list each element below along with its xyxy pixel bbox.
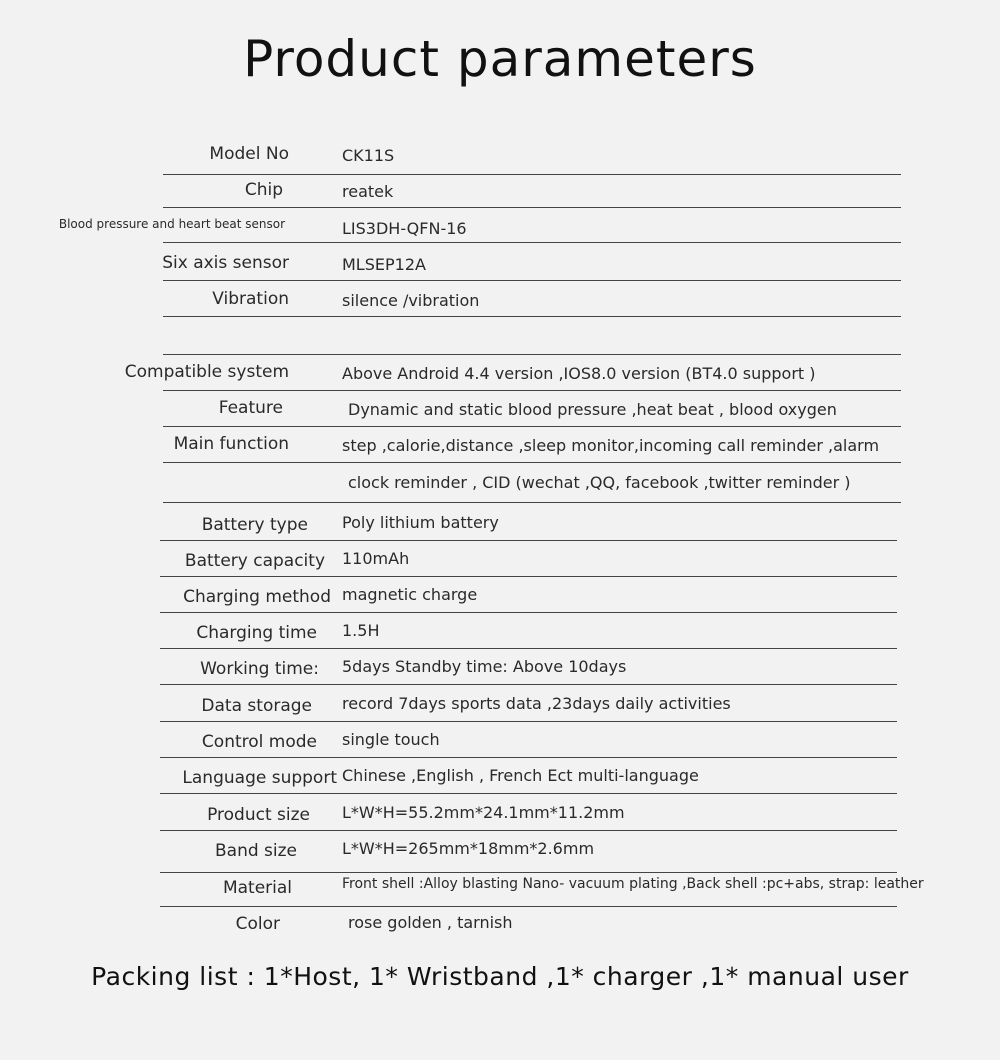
param-label-model-no: Model No (209, 144, 289, 164)
row-divider (163, 280, 901, 281)
param-value-battery-type: Poly lithium battery (342, 513, 499, 532)
row-divider (160, 612, 897, 613)
param-value-main-function: step ,calorie,distance ,sleep monitor,incoming call reminder ,alarm (342, 436, 880, 455)
param-value-main-function-continued: clock reminder , CID (wechat ,QQ, facebook ,twitter reminder ) (348, 473, 851, 492)
param-label-data-storage: Data storage (201, 696, 312, 716)
row-divider (163, 390, 901, 391)
packing-list: Packing list : 1*Host, 1* Wristband ,1* charger ,1* manual user (91, 962, 909, 991)
param-label-language-support: Language support (182, 768, 337, 788)
row-divider (160, 540, 897, 541)
param-value-feature: Dynamic and static blood pressure ,heat beat , blood oxygen (348, 400, 837, 419)
param-label-control-mode: Control mode (201, 732, 317, 752)
row-divider (163, 174, 901, 175)
row-divider (160, 906, 897, 907)
param-value-compatible-system: Above Android 4.4 version ,IOS8.0 version (BT4.0 support ) (342, 364, 816, 383)
param-value-chip: reatek (342, 182, 394, 201)
param-label-battery-type: Battery type (201, 515, 308, 535)
param-value-working-time: 5days Standby time: Above 10days (342, 657, 627, 676)
row-divider (160, 830, 897, 831)
row-divider (160, 684, 897, 685)
param-label-charging-method: Charging method (183, 587, 331, 607)
row-divider (160, 872, 897, 873)
param-label-chip: Chip (244, 180, 283, 200)
param-label-six-axis-sensor: Six axis sensor (162, 253, 289, 273)
row-divider (163, 426, 901, 427)
page-title: Product parameters (243, 30, 757, 88)
row-divider (160, 576, 897, 577)
param-label-material: Material (222, 878, 292, 898)
param-value-data-storage: record 7days sports data ,23days daily activities (342, 694, 731, 713)
row-divider (163, 316, 901, 317)
param-label-color: Color (235, 914, 280, 934)
param-value-material: Front shell :Alloy blasting Nano- vacuum plating ,Back shell :pc+abs, strap: leather (342, 876, 924, 892)
param-value-battery-capacity: 110mAh (342, 549, 410, 568)
param-label-battery-capacity: Battery capacity (184, 551, 325, 571)
param-label-main-function: Main function (173, 434, 289, 454)
param-value-charging-method: magnetic charge (342, 585, 478, 604)
param-value-language-support: Chinese ,English , French Ect multi-language (342, 766, 699, 785)
param-label-band-size: Band size (214, 841, 297, 861)
param-value-color: rose golden , tarnish (348, 913, 513, 932)
param-label-compatible-system: Compatible system (124, 362, 289, 382)
param-label-product-size: Product size (207, 805, 310, 825)
row-divider (160, 721, 897, 722)
param-value-six-axis-sensor: MLSEP12A (342, 255, 426, 274)
row-divider (163, 207, 901, 208)
param-label-blood-pressure-sensor: Blood pressure and heart beat sensor (58, 217, 285, 231)
param-label-feature: Feature (218, 398, 283, 418)
param-label-charging-time: Charging time (196, 623, 317, 643)
param-value-product-size: L*W*H=55.2mm*24.1mm*11.2mm (342, 803, 625, 822)
param-value-band-size: L*W*H=265mm*18mm*2.6mm (342, 839, 595, 858)
param-label-vibration: Vibration (212, 289, 289, 309)
param-value-control-mode: single touch (342, 730, 440, 749)
param-value-vibration: silence /vibration (342, 291, 480, 310)
row-divider (163, 502, 901, 503)
row-divider (163, 462, 901, 463)
row-divider (163, 242, 901, 243)
row-divider (160, 648, 897, 649)
param-label-working-time: Working time: (200, 659, 319, 679)
param-value-blood-pressure-sensor: LIS3DH-QFN-16 (342, 219, 467, 238)
row-divider (163, 354, 901, 355)
row-divider (160, 757, 897, 758)
param-value-model-no: CK11S (342, 146, 395, 165)
param-value-charging-time: 1.5H (342, 621, 380, 640)
row-divider (160, 793, 897, 794)
